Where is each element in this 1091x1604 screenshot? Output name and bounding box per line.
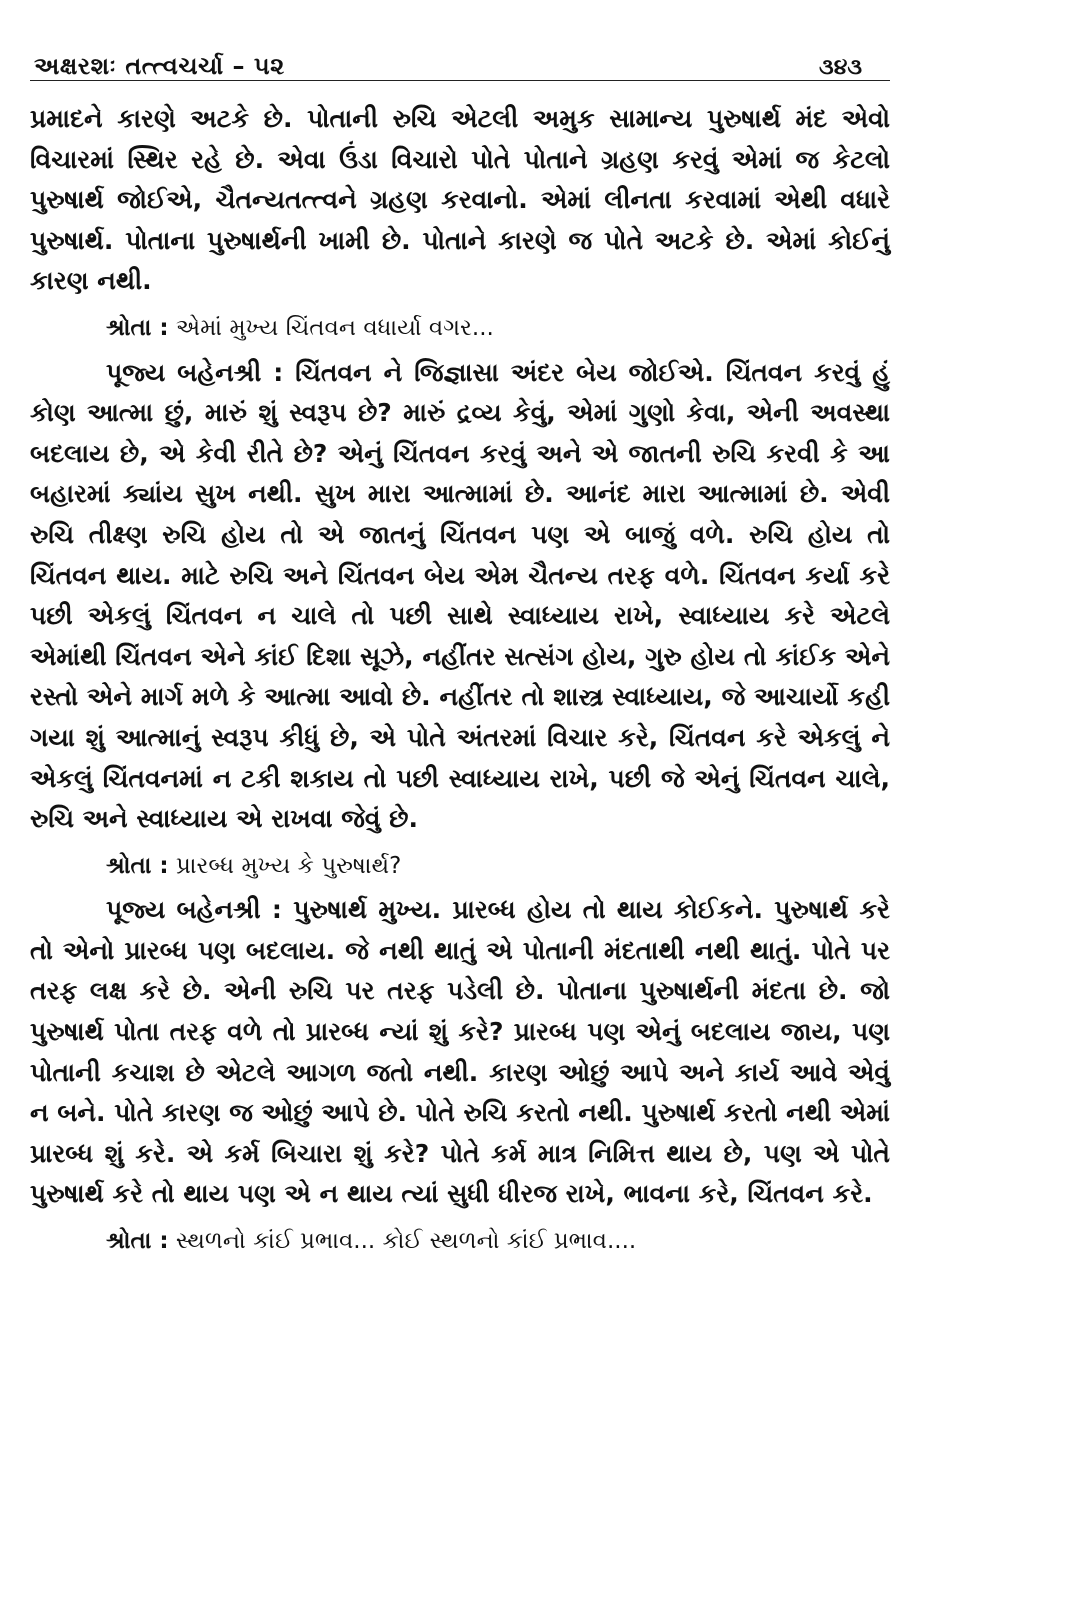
speaker-label: શ્રોતા : bbox=[106, 1228, 169, 1255]
listener-question bbox=[30, 308, 890, 349]
speaker-label: પૂજ્ય બહેનશ્રી : bbox=[106, 895, 282, 925]
question-text: એમાં મુખ્ય ચિંતવન વધાર્યા વગર... bbox=[175, 314, 494, 341]
page-body bbox=[30, 99, 890, 1262]
answer-paragraph bbox=[30, 890, 890, 1215]
running-title: અક્ષરશઃ તત્ત્વચર્ચા – ૫૨ bbox=[34, 52, 285, 80]
speaker-label: પૂજ્ય બહેનશ્રી : bbox=[106, 357, 284, 387]
answer-text: પુરુષાર્થ મુખ્ય. પ્રારબ્ધ હોય તો થાય કોઈકને. પુરુષાર્થ કરે તો એનો પ્રારબ્ધ પણ બદલાય. જે નથી થાતું એ પોતાની મંદતાથી નથી થાતું. પોતે પર તરફ લક્ષ કરે છે. એની રુચિ પર તરફ પડેલી છે. પોતાના પુરુષાર્થની મંદતા છે. જો પુરુષાર્થ પોતા તરફ વળે તો પ્રારબ્ધ ન્યાં શું કરે? પ્રારબ્ધ પણ એનું બદલાય જાય, પણ પોતાની કચાશ છે એટલે આગળ જતો નથી. કારણ ઓછું આપે અને કાર્ય આવે એવું ન બને. પોતે કારણ જ ઓછું આપે છે. પોતે રુચિ કરતો નથી. પુરુષાર્થ કરતો નથી એમાં પ્રારબ્ધ શું કરે. એ કર્મ બિચારા શું કરે? પોતે કર્મ માત્ર નિમિત્ત થાય છે, પણ એ પોતે પુરુષાર્થ કરે તો થાય પણ એ ન થાય ત્યાં સુધી ધીરજ રાખે, ભાવના કરે, ચિંતવન કરે. bbox=[30, 895, 890, 1209]
answer-text: ચિંતવન ને જિજ્ઞાસા અંદર બેય જોઈએ. ચિંતવન કરવું હું કોણ આત્મા છું, મારું શું સ્વરૂપ છે? મારું દ્રવ્ય કેવું, એમાં ગુણો કેવા, એની અવસ્થા બદલાય છે, એ કેવી રીતે છે? એનું ચિંતવન કરવું અને એ જાતની રુચિ કરવી કે આ બહારમાં ક્યાંય સુખ નથી. સુખ મારા આત્મામાં છે. આનંદ મારા આત્મામાં છે. એવી રુચિ તીક્ષ્ણ રુચિ હોય તો એ જાતનું ચિંતવન પણ એ બાજું વળે. રુચિ હોય તો ચિંતવન થાય. માટે રુચિ અને ચિંતવન બેય એમ ચૈતન્ય તરફ વળે. ચિંતવન કર્યા કરે પછી એકલું ચિંતવન ન ચાલે તો પછી સાથે સ્વાધ્યાય રાખે, સ્વાધ્યાય કરે એટલે એમાંથી ચિંતવન એને કાંઈ દિશા સૂઝે, નહીંતર સત્સંગ હોય, ગુરુ હોય તો કાંઈક એને રસ્તો એને માર્ગ મળે કે આત્મા આવો છે. નહીંતર તો શાસ્ત્ર સ્વાધ્યાય, જે આચાર્યો કહી ગયા શું આત્માનું સ્વરૂપ કીધું છે, એ પોતે અંતરમાં વિચાર કરે, ચિંતવન કરે એકલું ને એકલું ચિંતવનમાં ન ટકી શકાય તો પછી સ્વાધ્યાય રાખે, પછી જે એનું ચિંતવન ચાલે, રુચિ અને સ્વાધ્યાય એ રાખવા જેવું છે. bbox=[30, 357, 890, 834]
page-number: ૩૪૩ bbox=[819, 55, 862, 80]
speaker-label: શ્રોતા : bbox=[106, 852, 169, 879]
listener-question bbox=[30, 846, 890, 887]
document-page bbox=[30, 40, 890, 1266]
speaker-label: શ્રોતા : bbox=[106, 314, 169, 341]
question-text: પ્રારબ્ધ મુખ્ય કે પુરુષાર્થ? bbox=[175, 852, 402, 879]
listener-question bbox=[30, 1221, 890, 1262]
page-header bbox=[30, 40, 890, 81]
question-text: સ્થળનો કાંઈ પ્રભાવ... કોઈ સ્થળનો કાંઈ પ્રભાવ.... bbox=[175, 1228, 637, 1255]
paragraph: પ્રમાદને કારણે અટકે છે. પોતાની રુચિ એટલી અમુક સામાન્ય પુરુષાર્થ મંદ એવો વિચારમાં સ્થિર રહે છે. એવા ઉંડા વિચારો પોતે પોતાને ગ્રહણ કરવું એમાં જ કેટલો પુરુષાર્થ જોઈએ, ચૈતન્યતત્ત્વને ગ્રહણ કરવાનો. એમાં લીનતા કરવામાં એથી વધારે પુરુષાર્થ. પોતાના પુરુષાર્થની ખામી છે. પોતાને કારણે જ પોતે અટકે છે. એમાં કોઈનું કારણ નથી. bbox=[30, 104, 890, 296]
answer-paragraph bbox=[30, 353, 890, 840]
